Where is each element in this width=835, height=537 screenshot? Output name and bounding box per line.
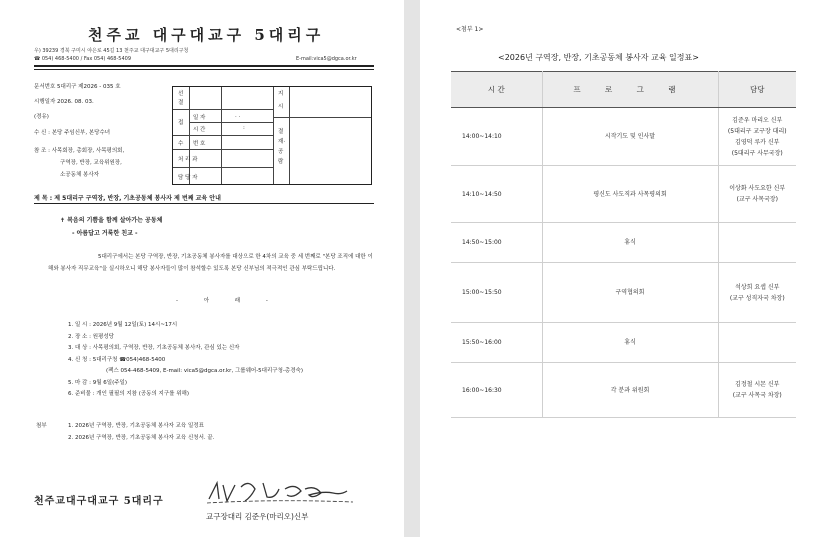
row-staff <box>718 223 796 263</box>
table-row <box>451 323 796 363</box>
motto-line-2: - 아름답고 거룩한 친교 - <box>72 230 138 237</box>
schedule-page <box>420 0 835 537</box>
row-program: 휴식 <box>542 223 718 263</box>
box-label: 시 간 <box>193 127 206 133</box>
box-label: 지 <box>278 91 284 97</box>
box-label: 번 호 <box>193 141 206 147</box>
handwritten-signature <box>205 475 355 509</box>
recipient: 수 신 : 본당 주임신부, 본당수녀 <box>34 130 111 136</box>
detail-item: (팩스 054-468-5409, E-mail: vica5@dgca.or.kr, 그룹웨어-5대리구청-총경숙) <box>106 368 303 374</box>
table-row <box>451 263 796 323</box>
row-program: 시작기도 및 인사말 <box>542 108 718 166</box>
schedule-table <box>451 71 796 418</box>
attachments-label: 첨부 <box>36 423 47 429</box>
attachment-item: 1. 2026년 구역장, 반장, 기초공동체 봉사자 교육 일정표 <box>68 423 204 429</box>
attachment-label: <첨부 1> <box>456 26 484 33</box>
body-paragraph: 5대리구에서는 본당 구역장, 반장, 기초공동체 봉사자를 대상으로 한 4차의 교육 중 세 번째로 "본당 조직에 대한 이해와 봉사자 직무교육"을 실시하오니 해당 봉사자들이 많이 참석할수 있도록 본당 신부님의 적극적인 관심 부탁드립니다. <box>48 254 373 272</box>
org-title: 천주교 대구대교구 5대리구 <box>88 26 325 44</box>
staff-line: (교구 성직자국 차장) <box>729 294 785 302</box>
table-row <box>451 166 796 223</box>
header-rule <box>34 65 374 67</box>
staff-line: 석상희 요셉 신부 <box>735 283 780 291</box>
staff-line: 김정철 시몬 신부 <box>735 381 780 388</box>
schedule-title: <2026년 구역장, 반장, 기초공동체 봉사자 교육 일정표> <box>498 53 699 62</box>
phone-line: ☎ 054) 468-5400 / Fax 054) 468-5409 <box>34 56 132 62</box>
detail-item: 6. 준비물 : 개인 필필의 지참 (공동의 지구를 위해) <box>68 391 190 397</box>
row-time: 14:10~14:50 <box>451 166 542 223</box>
via: (경유) <box>34 114 49 120</box>
box-label: 수 <box>178 141 184 147</box>
detail-item: 1. 일 시 : 2026년 9월 12일(토) 14시~17시 <box>68 322 178 328</box>
row-program: 평신도 사도직과 사목평의회 <box>542 166 718 223</box>
cc-line-1: 참 조 : 사목회장, 총회장, 사목평의회, <box>34 148 125 154</box>
box-label: 결재·공람 <box>278 129 286 165</box>
cc-line-3: 소공동체 봉사자 <box>60 172 99 178</box>
staff-line: (교구 사목국장) <box>736 196 778 203</box>
staff-line: (5대리구 교구장 대리) <box>727 127 787 135</box>
box-label: 처 리 과 <box>178 157 198 163</box>
staff-line: 이상화 사도요한 신부 <box>729 185 786 192</box>
table-row <box>451 223 796 263</box>
subject-rule <box>34 203 374 204</box>
header-staff: 담당 <box>718 72 796 108</box>
doc-number: 문서번호 5대리구 제2026 - 035 호 <box>34 84 121 90</box>
header-time: 시 간 <box>451 72 542 108</box>
detail-item: 2. 장 소 : 원평성당 <box>68 334 114 340</box>
header-rule-thin <box>34 69 374 70</box>
email-line: E-mail:vica5@dgca.or.kr <box>296 56 357 62</box>
row-time: 16:00~16:30 <box>451 363 542 418</box>
attachment-item: 2. 2026년 구역장, 반장, 기초공동체 봉사자 교육 신청서. 끝. <box>68 435 215 441</box>
staff-line: 김준우 마리오 신부 <box>732 116 783 124</box>
box-label: 일 자 <box>193 115 206 121</box>
row-staff <box>718 263 796 323</box>
row-staff <box>718 323 796 363</box>
signer-name: 교구장대리 김준우(마리오)신부 <box>206 512 309 521</box>
box-label: 접 <box>178 120 184 126</box>
row-program: 각 분과 위원회 <box>542 363 718 418</box>
motto-line-1: ✝ 복음의 기쁨을 함께 살아가는 공동체 <box>60 217 163 224</box>
box-label: 담 당 자 <box>178 175 198 181</box>
staff-line: (5대리구 사무국장) <box>731 149 783 157</box>
box-dots: . . <box>235 113 241 119</box>
box-label: 결 <box>178 100 184 106</box>
cc-line-2: 구역장, 반장, 교육위원장, <box>60 160 122 166</box>
box-label: 시 <box>278 104 284 110</box>
staff-line: (교구 사목국 차장) <box>732 392 782 399</box>
box-label: 선 <box>178 91 184 97</box>
table-header-row <box>451 72 796 108</box>
row-staff <box>718 166 796 223</box>
box-colon: : <box>243 125 245 131</box>
address-line: 우) 39239 경북 구미시 야은로 45길 13 천주교 대구대교구 5대리구청 <box>34 48 189 54</box>
row-time: 15:50~16:00 <box>451 323 542 363</box>
row-staff <box>718 363 796 418</box>
detail-item: 4. 신 청 : 5대리구청 ☎054)468-5400 <box>68 357 166 363</box>
subject: 제 목 : 제 5대리구 구역장, 반장, 기초공동체 봉사자 제 번째 교육 안내 <box>34 195 221 202</box>
header-program: 프 로 그 램 <box>542 72 718 108</box>
row-time: 14:50~15:00 <box>451 223 542 263</box>
row-time: 14:00~14:10 <box>451 108 542 166</box>
page-gap <box>404 0 420 537</box>
table-row <box>451 363 796 418</box>
detail-item: 5. 마 감 : 9월 6일(주일) <box>68 380 128 386</box>
doc-date: 시행일자 2026. 08. 03. <box>34 99 94 105</box>
row-time: 15:00~15:50 <box>451 263 542 323</box>
row-program: 휴식 <box>542 323 718 363</box>
approval-box <box>172 86 372 185</box>
detail-item: 3. 대 상 : 사목평의회, 구역장, 반장, 기초공동체 봉사자, 관심 있는 신자 <box>68 345 240 351</box>
row-staff <box>718 108 796 166</box>
row-program: 구역협의회 <box>542 263 718 323</box>
signing-organization: 천주교대구대교구 5대리구 <box>34 496 164 507</box>
table-row <box>451 108 796 166</box>
center-label: - 아 래 - <box>176 298 280 304</box>
staff-line: 김영덕 루카 신부 <box>735 138 780 146</box>
letter-page <box>0 0 404 537</box>
